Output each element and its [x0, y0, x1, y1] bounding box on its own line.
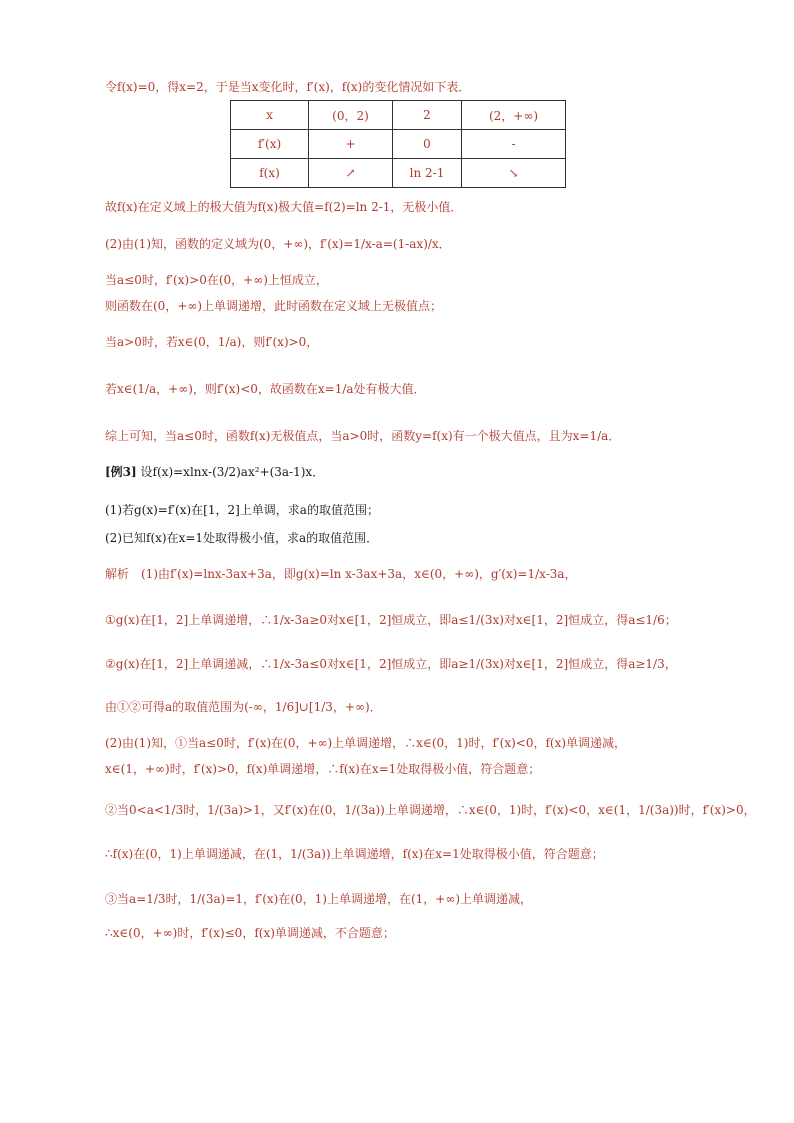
solution-line-1: 解析 (1)由f′(x)=lnx-3ax+3a，即g(x)=ln x-3ax+3a，x∈(0，+∞)，g′(x)=1/x-3a，	[105, 567, 577, 581]
text-line-3: (2)由(1)知，函数的定义域为(0，+∞)，f′(x)=1/x-a=(1-ax)/x．	[105, 237, 451, 251]
solution-line-3: ②g(x)在[1，2]上单调递减，∴1/x-3a≤0对x∈[1，2]恒成立，即a≥1/(3x)对x∈[1，2]恒成立，得a≥1/3，	[105, 657, 677, 671]
text-line-7: 若x∈(1/a，+∞)，则f′(x)<0，故函数在x=1/a处有极大值．	[105, 382, 426, 396]
solution-line-9: ③当a=1/3时，1/(3a)=1，f′(x)在(0，1)上单调递增，在(1，+∞)上单调递减，	[105, 892, 533, 906]
text-line-1: 令f(x)=0，得x=2，于是当x变化时，f′(x)，f(x)的变化情况如下表．	[105, 80, 471, 94]
table-cell: -	[462, 130, 566, 159]
table-cell: (2，+∞)	[462, 101, 566, 130]
table-cell: ↗	[309, 159, 393, 188]
table-cell: ↘	[462, 159, 566, 188]
solution-line-4: 由①②可得a的取值范围为(-∞，1/6]∪[1/3，+∞)．	[105, 700, 382, 714]
variation-table	[230, 100, 566, 188]
example-statement: 设f(x)=xlnx-(3/2)ax²+(3a-1)x．	[140, 465, 325, 479]
question-1: (1)若g(x)=f′(x)在[1，2]上单调，求a的取值范围；	[105, 503, 379, 517]
solution-line-2: ①g(x)在[1，2]上单调递增，∴1/x-3a≥0对x∈[1，2]恒成立，即a≤1/(3x)对x∈[1，2]恒成立，得a≤1/6；	[105, 613, 677, 627]
solution-line-6: x∈(1，+∞)时，f′(x)>0，f(x)单调递增，∴f(x)在x=1处取得极小值，符合题意；	[105, 762, 541, 776]
text-line-6: 当a>0时，若x∈(0，1/a)，则f′(x)>0，	[105, 335, 319, 349]
solution-line-5: (2)由(1)知，①当a≤0时，f′(x)在(0，+∞)上单调递增，∴x∈(0，1)时，f′(x)<0，f(x)单调递减，	[105, 736, 627, 750]
table-cell: +	[309, 130, 393, 159]
table-cell: f′(x)	[231, 130, 309, 159]
text-line-5: 则函数在(0，+∞)上单调递增，此时函数在定义域上无极值点；	[105, 299, 443, 313]
table-cell: 2	[393, 101, 462, 130]
table-row	[231, 101, 566, 130]
text-line-4: 当a≤0时，f′(x)>0在(0，+∞)上恒成立，	[105, 273, 328, 287]
table-cell: (0，2)	[309, 101, 393, 130]
table-cell: f(x)	[231, 159, 309, 188]
solution-line-8: ∴f(x)在(0，1)上单调递减，在(1，1/(3a))上单调递增，f(x)在x=1处取得极小值，符合题意；	[105, 847, 604, 861]
question-2: (2)已知f(x)在x=1处取得极小值，求a的取值范围．	[105, 531, 379, 545]
solution-line-10: ∴x∈(0，+∞)时，f′(x)≤0，f(x)单调递减，不合题意；	[105, 926, 395, 940]
table-cell: 0	[393, 130, 462, 159]
table-cell: x	[231, 101, 309, 130]
example-line	[105, 464, 324, 480]
text-line-2: 故f(x)在定义域上的极大值为f(x)极大值=f(2)=ln 2-1，无极小值．	[105, 200, 463, 214]
table-cell: ln 2-1	[393, 159, 462, 188]
text-line-8: 综上可知，当a≤0时，函数f(x)无极值点，当a>0时，函数y=f(x)有一个极大值点，且为x=1/a．	[105, 429, 621, 443]
solution-line-7: ②当0<a<1/3时，1/(3a)>1，又f′(x)在(0，1/(3a))上单调递增，∴x∈(0，1)时，f′(x)<0，x∈(1，1/(3a))时，f′(x)>0，	[105, 803, 756, 817]
table-row	[231, 159, 566, 188]
example-tag: [例3]	[105, 465, 137, 479]
table-row	[231, 130, 566, 159]
